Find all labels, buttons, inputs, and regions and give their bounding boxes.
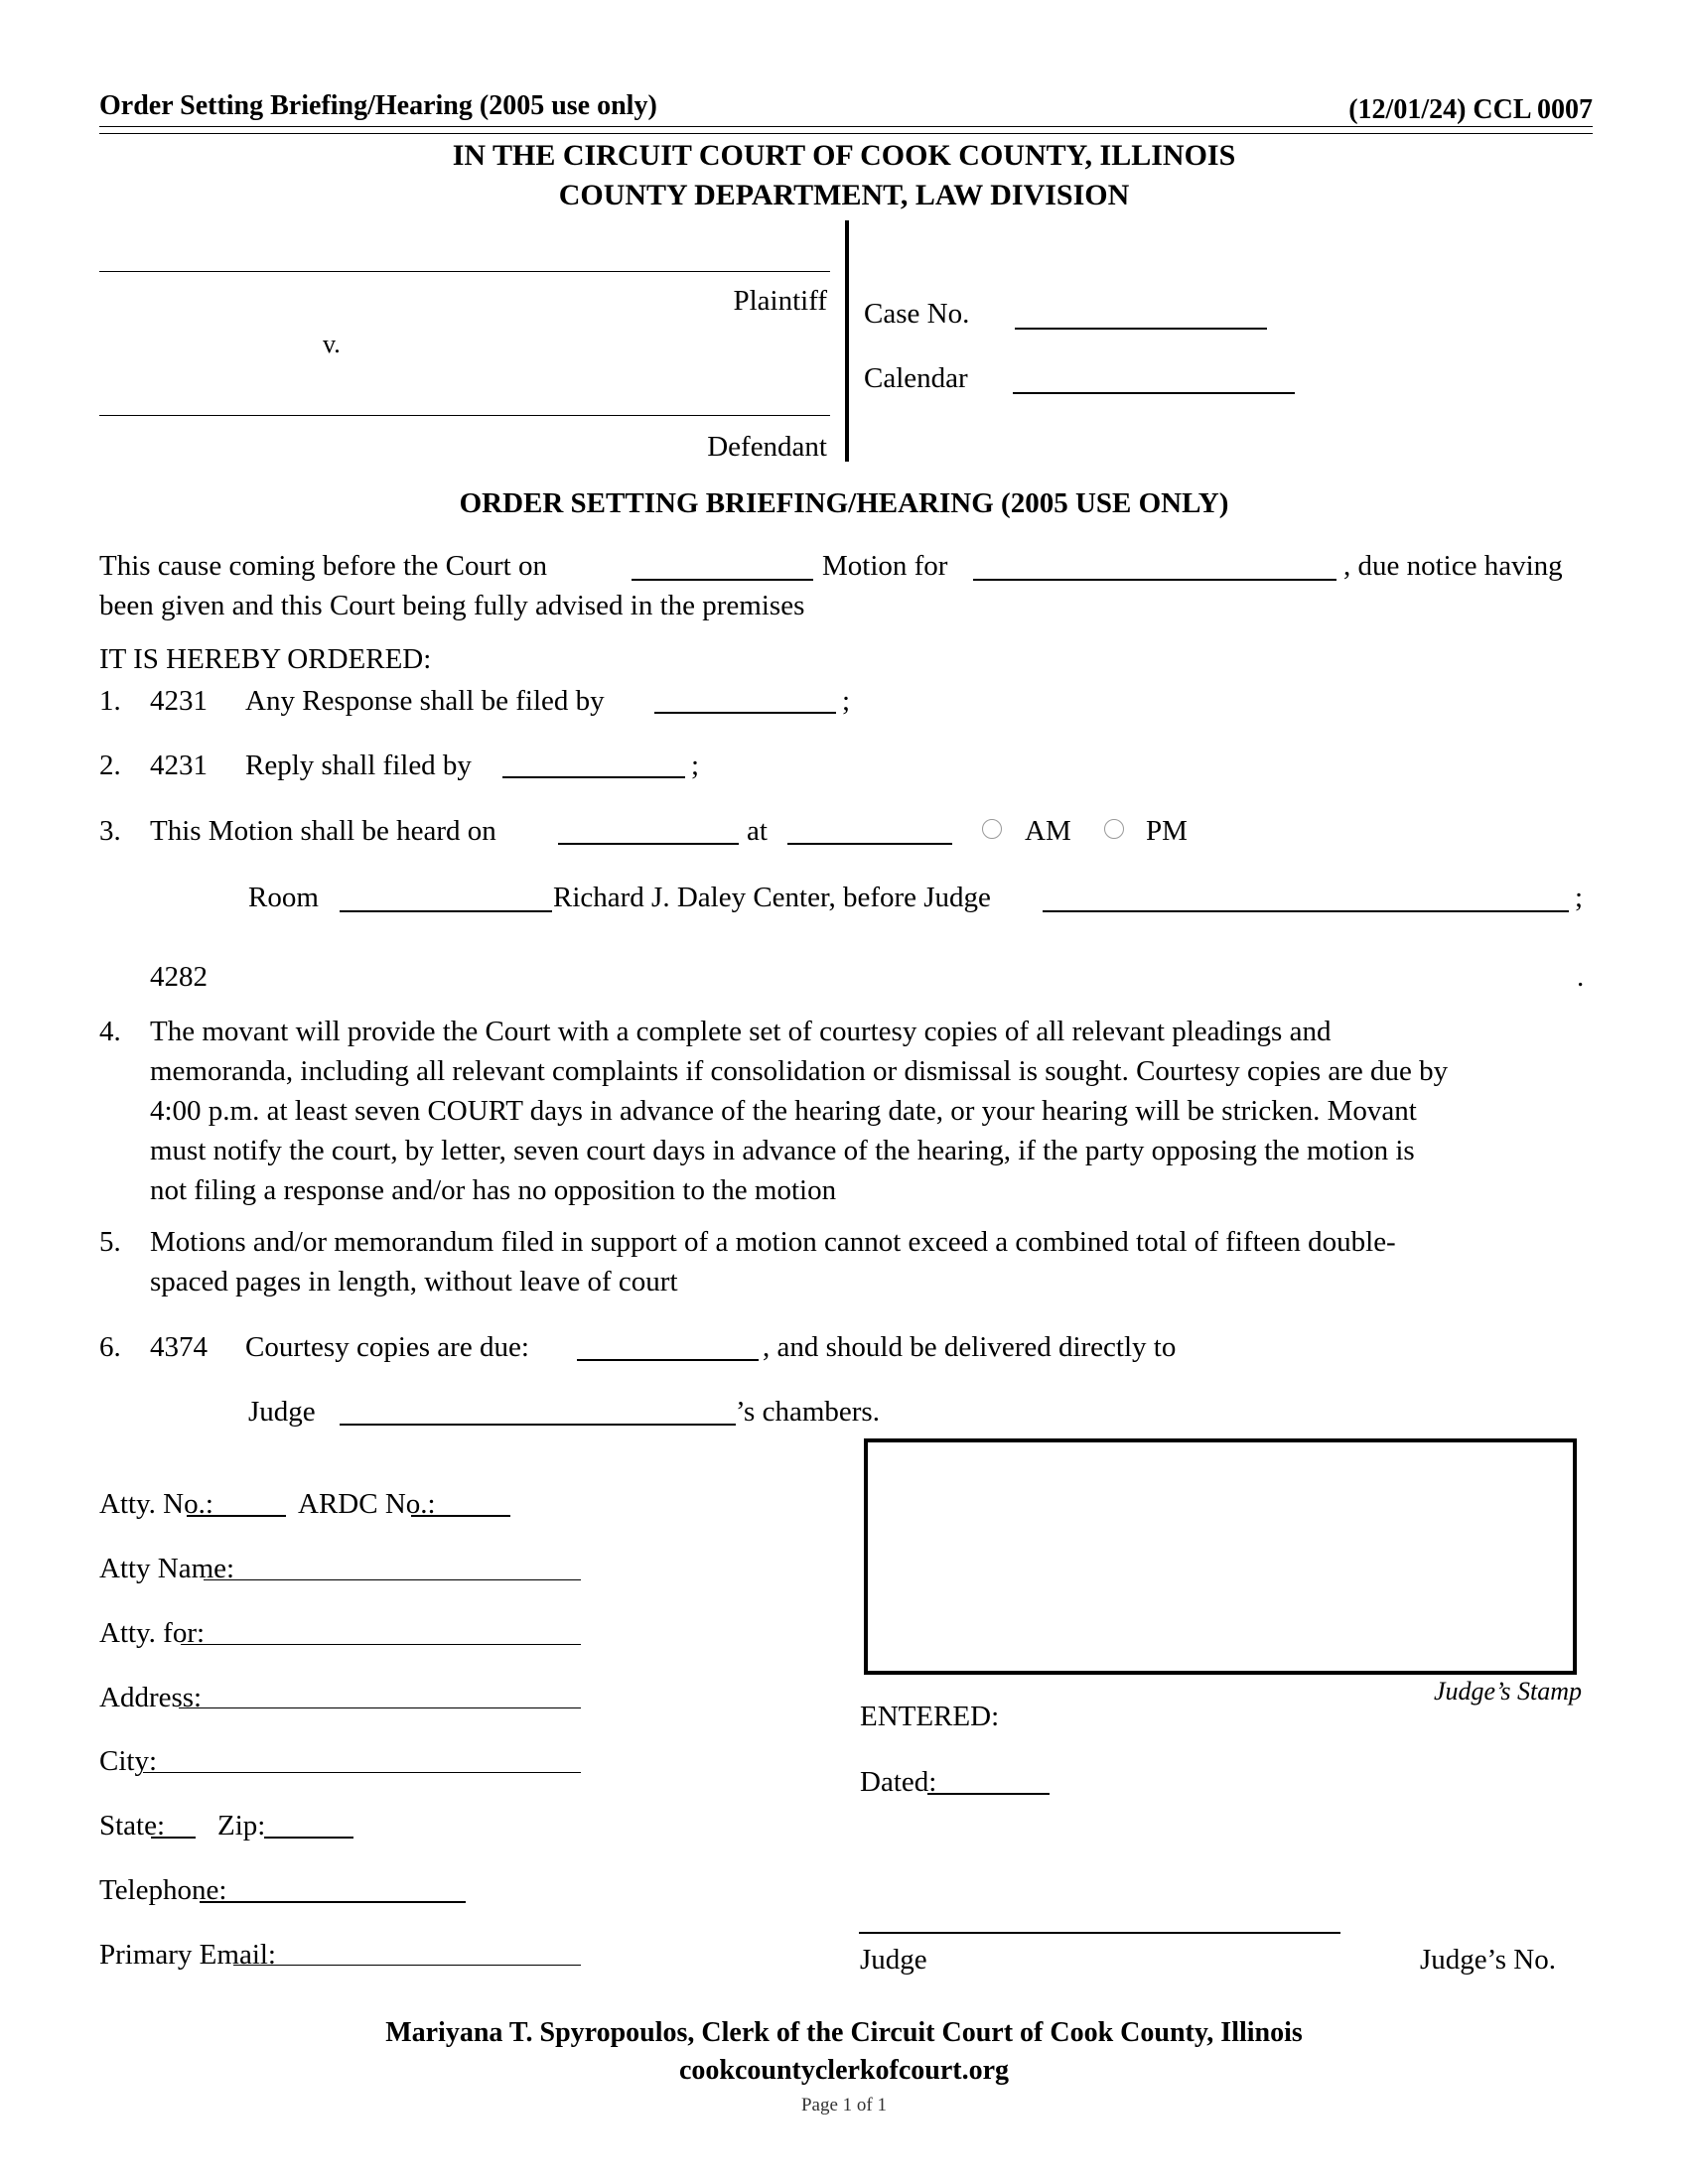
item4-number: 4. — [99, 1016, 121, 1047]
motion-for-field[interactable] — [973, 579, 1336, 581]
atty-name-field[interactable] — [204, 1579, 581, 1580]
calendar-label: Calendar — [864, 362, 968, 394]
item1-code: 4231 — [150, 685, 208, 717]
hearing-date-field[interactable] — [558, 843, 739, 845]
item2-end: ; — [691, 750, 700, 781]
item3-text: This Motion shall be heard on — [150, 815, 496, 847]
judge-stamp-caption: Judge’s Stamp — [1433, 1677, 1582, 1706]
item5-line: spaced pages in length, without leave of court — [150, 1266, 678, 1297]
preamble-text-line2: been given and this Court being fully advised in the premises — [99, 590, 805, 621]
judge-stamp-box — [864, 1438, 1577, 1675]
am-label: AM — [1025, 815, 1071, 847]
plaintiff-line — [99, 271, 830, 272]
item6-text: Courtesy copies are due: — [245, 1331, 529, 1363]
item2-text: Reply shall filed by — [245, 750, 472, 781]
item4-line: 4:00 p.m. at least seven COURT days in advance of the hearing date, or your hearing will be stricken. Movant — [150, 1095, 1417, 1127]
chambers-text: ’s chambers. — [736, 1396, 880, 1428]
atty-no-field[interactable] — [187, 1515, 286, 1517]
item6-code: 4374 — [150, 1331, 208, 1363]
address-field[interactable] — [179, 1707, 581, 1708]
header-rule-top — [99, 126, 1593, 127]
defendant-label: Defendant — [707, 431, 827, 463]
item1-number: 1. — [99, 685, 121, 717]
room-field[interactable] — [340, 910, 552, 912]
atty-name-label: Atty Name: — [99, 1553, 235, 1584]
email-label: Primary Email: — [99, 1939, 276, 1971]
hearing-judge-field[interactable] — [1043, 910, 1569, 912]
pm-radio[interactable] — [1104, 819, 1124, 839]
location-text: Richard J. Daley Center, before Judge — [553, 882, 991, 913]
case-no-label: Case No. — [864, 298, 970, 330]
calendar-field[interactable] — [1013, 392, 1295, 394]
item3-end: ; — [1575, 882, 1584, 913]
state-label: State: — [99, 1810, 166, 1842]
preamble-text-1: This cause coming before the Court on — [99, 550, 547, 582]
city-field[interactable] — [143, 1772, 581, 1773]
room-label: Room — [248, 882, 319, 913]
caption-divider — [845, 220, 849, 462]
state-field[interactable] — [151, 1837, 196, 1839]
court-division: COUNTY DEPARTMENT, LAW DIVISION — [558, 179, 1130, 211]
address-label: Address: — [99, 1682, 203, 1713]
form-code: (12/01/24) CCL 0007 — [1348, 94, 1593, 125]
item4-line: not filing a response and/or has no opposition to the motion — [150, 1174, 837, 1206]
order-title: ORDER SETTING BRIEFING/HEARING (2005 USE ONLY) — [459, 487, 1229, 519]
form-title: Order Setting Briefing/Hearing (2005 use only) — [99, 90, 657, 121]
atty-for-field[interactable] — [181, 1644, 581, 1645]
telephone-field[interactable] — [200, 1901, 466, 1903]
ardc-no-label: ARDC No.: — [298, 1488, 436, 1520]
item3-number: 3. — [99, 815, 121, 847]
chambers-judge-field[interactable] — [340, 1424, 736, 1426]
versus-text: v. — [323, 330, 341, 358]
judge-no-label: Judge’s No. — [1420, 1944, 1556, 1976]
item2-code: 4231 — [150, 750, 208, 781]
item1-text: Any Response shall be filed by — [245, 685, 605, 717]
pm-label: PM — [1146, 815, 1188, 847]
item5-line: Motions and/or memorandum filed in support of a motion cannot exceed a combined total of fifteen double- — [150, 1226, 1396, 1258]
city-label: City: — [99, 1745, 158, 1777]
item6-text-2: , and should be delivered directly to — [763, 1331, 1177, 1363]
item4-line: The movant will provide the Court with a complete set of courtesy copies of all relevant pleadings and — [150, 1016, 1332, 1047]
dated-field[interactable] — [927, 1793, 1050, 1795]
header-rule-bottom — [99, 133, 1593, 134]
item6-number: 6. — [99, 1331, 121, 1363]
item4-line: memoranda, including all relevant complaints if consolidation or dismissal is sought. Courtesy copies are due by — [150, 1055, 1449, 1087]
email-field[interactable] — [233, 1965, 581, 1966]
judge-no-line[interactable] — [1224, 1932, 1335, 1934]
item6-judge-label: Judge — [248, 1396, 316, 1428]
ordered-heading: IT IS HEREBY ORDERED: — [99, 643, 432, 675]
atty-for-label: Atty. for: — [99, 1617, 206, 1649]
court-name: IN THE CIRCUIT COURT OF COOK COUNTY, ILLINOIS — [452, 139, 1236, 172]
preamble-text-2: Motion for — [822, 550, 948, 582]
reply-due-field[interactable] — [502, 776, 685, 778]
item5-number: 5. — [99, 1226, 121, 1258]
plaintiff-label: Plaintiff — [733, 285, 827, 317]
telephone-label: Telephone: — [99, 1874, 227, 1906]
am-radio[interactable] — [982, 819, 1002, 839]
clerk-line: Mariyana T. Spyropoulos, Clerk of the Circuit Court of Cook County, Illinois — [385, 2017, 1303, 2048]
response-due-field[interactable] — [654, 712, 836, 714]
page-info: Page 1 of 1 — [800, 2095, 887, 2116]
atty-no-label: Atty. No.: — [99, 1488, 213, 1520]
entered-label: ENTERED: — [860, 1701, 1000, 1732]
judge-signature-label: Judge — [860, 1944, 927, 1976]
ardc-no-field[interactable] — [411, 1515, 510, 1517]
courtesy-copies-due-field[interactable] — [577, 1359, 759, 1361]
item4-line: must notify the court, by letter, seven court days in advance of the hearing, if the party opposing the motion is — [150, 1135, 1415, 1166]
preamble-date-field[interactable] — [632, 579, 813, 581]
clerk-website[interactable]: cookcountyclerkofcourt.org — [678, 2055, 1010, 2086]
item1-end: ; — [842, 685, 851, 717]
hearing-time-field[interactable] — [787, 843, 952, 845]
item3-at-label: at — [747, 815, 768, 847]
item2-number: 2. — [99, 750, 121, 781]
item3-code: 4282 — [150, 961, 208, 993]
preamble-text-3: , due notice having — [1343, 550, 1563, 582]
case-no-field[interactable] — [1015, 328, 1267, 330]
zip-field[interactable] — [264, 1837, 353, 1839]
item3-code-end: . — [1577, 961, 1585, 993]
dated-label: Dated: — [860, 1766, 937, 1798]
defendant-line — [99, 415, 830, 416]
zip-label: Zip: — [217, 1810, 266, 1842]
